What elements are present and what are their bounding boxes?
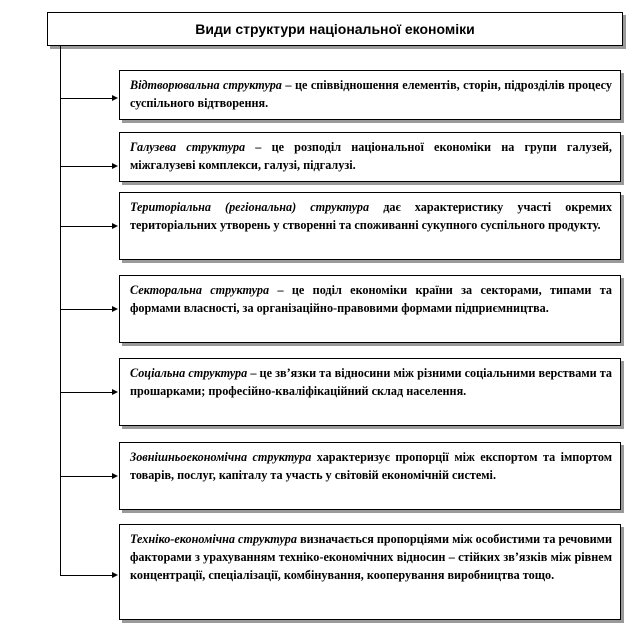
structure-term: Зовнішньоекономічна структура <box>130 450 312 464</box>
structure-description: визначається пропорціями між особистими та речовими факторами з урахуванням техніко-економічних відносин – стійких зв’язків між рівнем концентрації, спеціалізації, комбінування, кооперування виробництва тощо. <box>130 532 613 582</box>
connector-arrow-1 <box>60 98 112 99</box>
connector-arrow-3 <box>60 226 112 227</box>
connector-trunk <box>60 46 61 576</box>
structure-term: Техніко-економічна структура <box>130 532 297 546</box>
diagram-title <box>47 12 623 46</box>
structure-term: Відтворювальна структура <box>130 78 282 92</box>
structure-term: Галузева структура <box>130 140 246 154</box>
structure-box-territorial <box>119 192 621 260</box>
structure-box-foreign-economic <box>119 442 621 510</box>
structure-description: – це співвідношення елементів, сторін, підрозділів процесу суспільного відтворення. <box>130 78 612 110</box>
structure-box-reproductive <box>119 70 621 120</box>
structure-description: – це розподіл національної економіки на групи галузей, міжгалузеві комплекси, галузі, підгалузі. <box>130 140 612 172</box>
connector-arrow-7 <box>60 575 112 576</box>
structure-term: Секторальна структура <box>130 283 270 297</box>
structure-box-social <box>119 358 621 426</box>
structure-term: Територіальна (регіональна) структура <box>130 200 370 214</box>
structure-description: – це зв’язки та відносини між різними соціальними верствами та прошарками; професійно-кваліфікаційний склад населення. <box>130 366 613 398</box>
connector-arrow-4 <box>60 309 112 310</box>
structure-term: Соціальна структура <box>130 366 248 380</box>
connector-arrow-6 <box>60 476 112 477</box>
structure-box-sector <box>119 275 621 343</box>
structure-box-techno-economic <box>119 524 621 620</box>
structure-box-sectoral-industry <box>119 132 621 182</box>
structure-description: характеризує пропорції між експортом та імпортом товарів, послуг, капіталу та участь у світовій економічній системі. <box>130 450 613 482</box>
diagram-title-text: Види структури національної економіки <box>195 21 475 37</box>
connector-arrow-5 <box>60 392 112 393</box>
structure-description: – це поділ економіки країни за секторами, типами та формами власності, за організаційно-правовими формами підприємництва. <box>130 283 612 315</box>
structure-description: дає характеристику участі окремих територіальних утворень у створенні та споживанні сукупного суспільного продукту. <box>130 200 612 232</box>
connector-arrow-2 <box>60 166 112 167</box>
